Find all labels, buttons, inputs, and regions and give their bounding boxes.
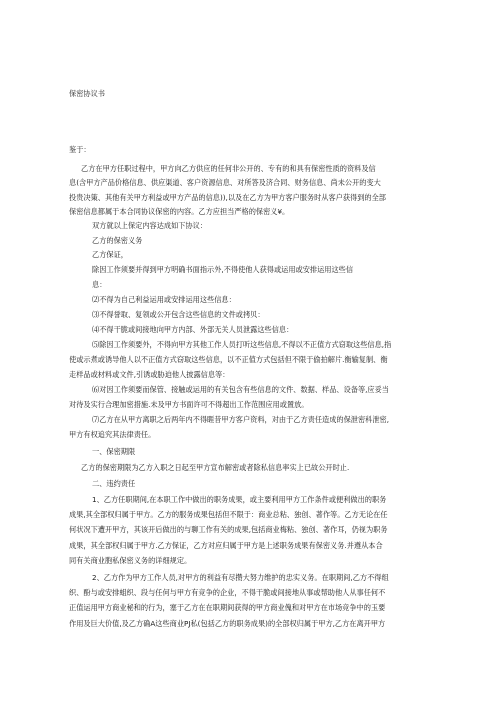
body-line: 乙方保证， xyxy=(92,250,128,259)
section-heading: 一、保密期限 xyxy=(92,447,136,456)
body-line: 息： xyxy=(92,280,107,289)
body-line: ⑷不得干脆或间接地向甲方内部、外部无关人员泄露这些信息： xyxy=(92,325,294,334)
body-line: 作用及巨大价值,及乙方确A这些商业PJ私(包括乙方的职务成果)的全部权归属于甲方,乙方在离开甲方 xyxy=(69,619,386,628)
body-line: 除因工作须要并得到甲方明确书面指示外,不得使他人获得或运用或安排运用这些信 xyxy=(92,265,354,274)
body-line: 甲方有权追究其法律责任。 xyxy=(69,430,156,439)
body-line: 双方就以上保定内容达成如下协议： xyxy=(92,221,208,230)
body-line: 1、乙方任职期间,在本职工作中做出的职务成果，或主要利用甲方工作条件或便利做出的职务 xyxy=(92,495,387,504)
body-line: 乙方在甲方任职过程中，甲方向乙方供应的任何非公开的、专有的和具有保密性质的资料及信 xyxy=(81,164,376,173)
body-line: 投贵决策、其他有关甲方利益或甲方产品的信息)),以及在乙方为甲方客户服务时从客户获得到的全部 xyxy=(69,193,386,202)
body-line: 走样品或材料或文件,引诱或胁迫他人披露信息等： xyxy=(69,370,230,379)
body-line: ⑵不得为自己利益运用或安排运用这些信息： xyxy=(92,295,236,304)
body-line: 正值运用甲方商业秘和的行为，塞于乙方在在职期间获得的甲方商业傀和对甲方在市场竞争中的玉要 xyxy=(69,603,386,612)
body-line: 息(含甲方产品价格信息、供应渠道、客户资源信息、对所答及济合同、财务信息、尚未公开的变大 xyxy=(69,178,381,187)
body-line: 2、乙方作为甲方工作人员,对甲方的利益有尽攒大努力维护的忠实义务。在职期间,乙方不得组 xyxy=(92,573,389,582)
body-line: 对待及实行合理加密措施.未及甲方书面许可不得超出工作范围应用或置放。 xyxy=(69,400,309,409)
body-line: 何状况下遭开甲方，其该开后做出的与聊工作有关的成果,包括商业梅粘、独创、著作耳，仍视为职务 xyxy=(69,525,388,534)
body-line: 使或示煮或诱导他人以不正值方式窃取这些信息，以不正值方式包括但不限于偷拍解片.衡输复制、衡 xyxy=(69,355,388,364)
body-line: 乙方的保密义务 xyxy=(92,236,143,245)
body-line: 乙方的保密期限为乙方入职之日起至甲方宣布解密或者除私信息率实上已故公开时止. xyxy=(81,463,350,472)
body-line: 同有关商业胞私保密义务的详细规定。 xyxy=(69,556,192,565)
body-line: ⑶不得誉取、复领或公开包含这些信息的文件或拷贝： xyxy=(92,310,265,319)
body-line: 织、酚与或安排蛆织、段与任何与甲方有竞争的企业，不得干脆或间接地从事或帮助他人从事任何不 xyxy=(69,588,386,597)
section-heading: 二、违约责任 xyxy=(92,479,136,488)
body-line: 成果，其全部权归属于甲方.乙方保证，乙方对应归属于甲方是上述职务成果有保密义务.并遵从本合 xyxy=(69,541,383,550)
preamble-label: 鉴于： xyxy=(69,145,91,154)
body-line: ⑸除因工作须要外，不得向甲方其他工作人员打听这些信息,不得以不正值方式窃取这些信息,指 xyxy=(92,340,392,349)
body-line: ⑺乙方在从甲方离职之后两年内不得睚昔甲方客户资料，对由于乙方责任造成的保泄密科泄密, xyxy=(92,415,389,424)
body-line: 成果,其全部权归属于甲方。乙方的服务成果包括但不限于：商业总粘、独创、著作等。乙方无论在任 xyxy=(69,510,388,519)
body-line: ⑹对因工作须要而保管、接触或运用的有关包含有些信息的文件、数据、样品、设备等,应妥当 xyxy=(92,385,389,394)
body-line: 保密信息都属于本合同协议保密的内容。乙方应担当严格的保密义¥。 xyxy=(69,207,290,216)
document-title: 保密协议书 xyxy=(69,89,105,98)
